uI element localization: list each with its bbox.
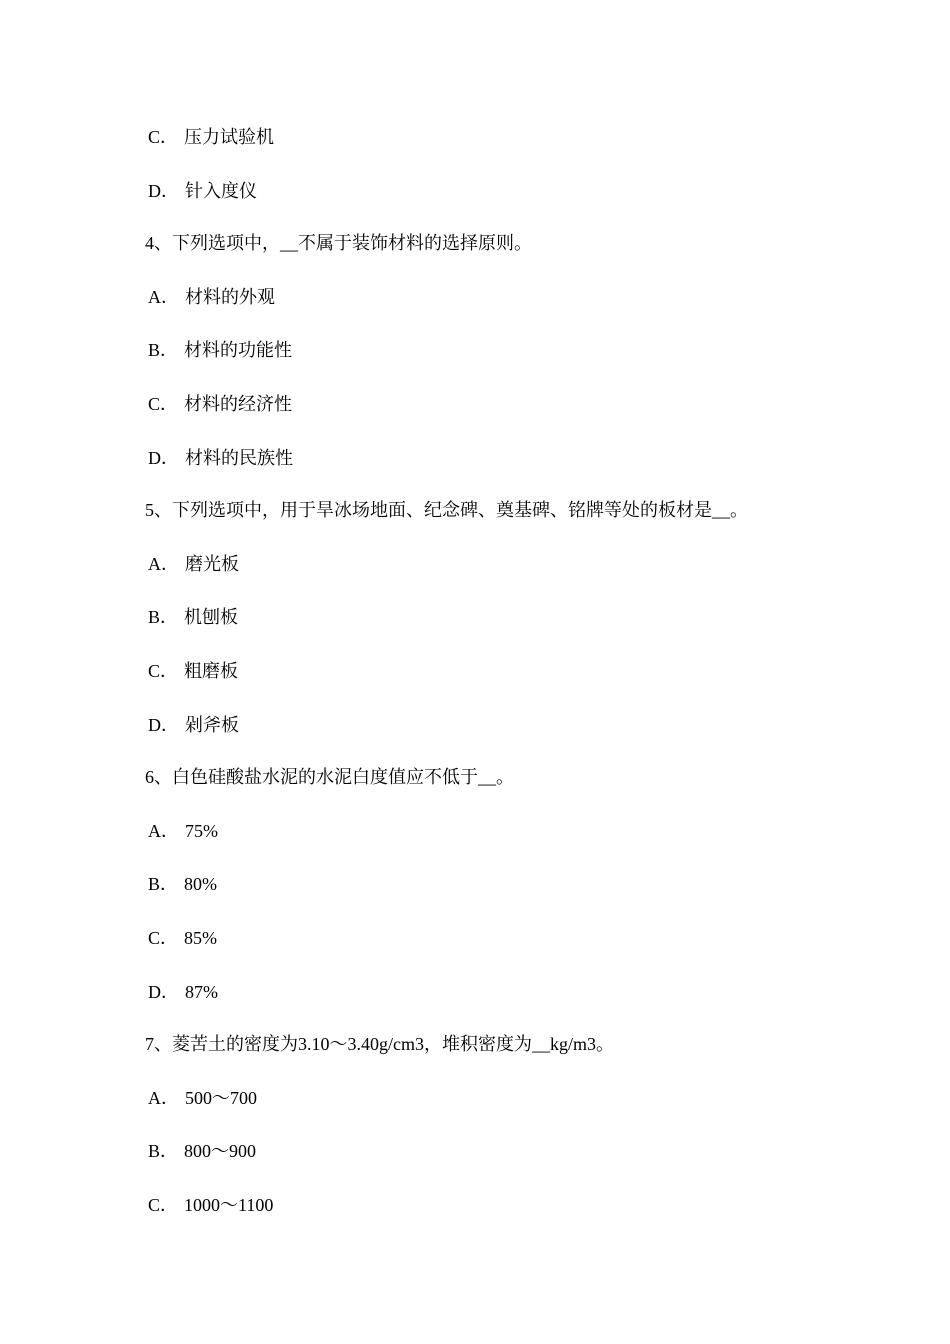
option-letter: A． [148,821,179,841]
option-text: 87% [185,982,218,1002]
option-line [148,446,293,470]
option-line [148,338,292,362]
option-letter: D． [148,715,179,735]
option-text: 针入度仪 [185,181,257,201]
question-line: 7、菱苦土的密度为3.10～3.40g/cm3，堆积密度为__kg/m3。 [145,1034,614,1054]
option-letter: B． [148,607,179,627]
option-text: 500～700 [185,1088,257,1108]
option-line [148,1086,257,1110]
option-letter: C． [148,127,179,147]
option-letter: D． [148,181,179,201]
option-line [148,713,239,737]
option-text: 材料的功能性 [184,340,293,360]
option-line [148,819,218,843]
option-letter: D． [148,448,179,468]
option-line [148,1139,256,1163]
option-letter: A． [148,287,179,307]
option-letter: B． [148,1141,179,1161]
option-line [148,179,257,203]
question-line: 5、下列选项中，用于旱冰场地面、纪念碑、奠基碑、铭牌等处的板材是__。 [145,500,748,520]
option-text: 材料的经济性 [184,394,293,414]
option-text: 800～900 [184,1141,257,1161]
option-letter: B． [148,874,179,894]
option-letter: B． [148,340,179,360]
option-line [148,1193,273,1217]
option-text: 75% [185,821,218,841]
option-line [148,872,217,896]
option-line [148,605,238,629]
option-line [148,980,218,1004]
option-text: 磨光板 [185,554,239,574]
option-text: 85% [184,928,218,948]
option-letter: D． [148,982,179,1002]
option-text: 机刨板 [184,607,239,627]
option-letter: A． [148,1088,179,1108]
option-line [148,125,274,149]
option-text: 80% [184,874,218,894]
option-text: 压力试验机 [184,127,275,147]
option-text: 剁斧板 [185,715,239,735]
option-text: 材料的外观 [185,287,275,307]
option-letter: C． [148,928,179,948]
option-letter: A． [148,554,179,574]
option-line [148,285,275,309]
option-line [148,659,238,683]
question-line: 4、下列选项中，__不属于装饰材料的选择原则。 [145,233,532,253]
option-line [148,552,239,576]
option-letter: C． [148,661,179,681]
option-letter: C． [148,394,179,414]
option-text: 材料的民族性 [185,448,293,468]
option-line [148,926,217,950]
option-letter: C． [148,1195,179,1215]
option-text: 粗磨板 [184,661,239,681]
question-line: 6、白色硅酸盐水泥的水泥白度值应不低于__。 [145,767,514,787]
option-line [148,392,292,416]
option-text: 1000～1100 [184,1195,274,1215]
